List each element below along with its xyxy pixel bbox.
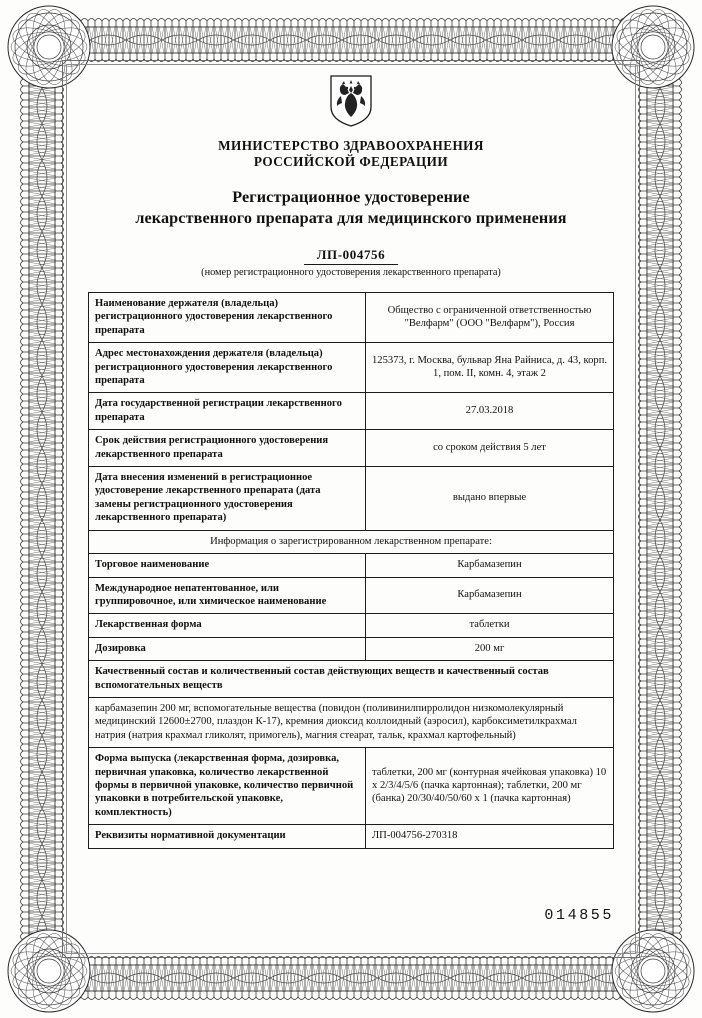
- document-body: [78, 66, 624, 952]
- border-top-ornament: [18, 16, 684, 64]
- table-section-row: [89, 530, 614, 553]
- registration-number: ЛП-004756: [304, 247, 398, 265]
- row-label: Форма выпуска (лекарственная форма, дозировка, первичная упаковка, количество лекарственной формы в первичной упаковке, количество первичной упаковки в потребительской упаковке, комплектность): [89, 748, 366, 825]
- row-value: Общество с ограниченной ответственностью "Велфарм" (ООО "Велфарм"), Россия: [366, 293, 614, 343]
- border-left-ornament: [18, 16, 66, 1002]
- ministry-line-2: РОССИЙСКОЙ ФЕДЕРАЦИИ: [253, 153, 449, 169]
- row-value: со сроком действия 5 лет: [366, 430, 614, 467]
- row-value: ЛП-004756-270318: [366, 825, 614, 848]
- table-row: [89, 825, 614, 848]
- table-row: [89, 554, 614, 577]
- row-label: Торговое наименование: [89, 554, 366, 577]
- row-label: Дозировка: [89, 637, 366, 660]
- table-row: [89, 293, 614, 343]
- table-row: [89, 343, 614, 393]
- title-line-2: лекарственного препарата для медицинского применения: [135, 209, 567, 227]
- page-title: [78, 187, 624, 229]
- table-row: [89, 614, 614, 637]
- row-label: Дата внесения изменений в регистрационное удостоверение лекарственного препарата (дата замены регистрационного удостоверения лекарственного препарата): [89, 467, 366, 531]
- row-value: Карбамазепин: [366, 554, 614, 577]
- row-label: Международное непатентованное, или группировочное, или химическое наименование: [89, 577, 366, 614]
- row-value: выдано впервые: [366, 467, 614, 531]
- row-label: Адрес местонахождения держателя (владельца) регистрационного удостоверения лекарственного препарата: [89, 343, 366, 393]
- row-label: Реквизиты нормативной документации: [89, 825, 366, 848]
- table-row: [89, 430, 614, 467]
- table-row: [89, 393, 614, 430]
- border-bottom-ornament: [18, 954, 684, 1002]
- row-value: таблетки, 200 мг (контурная ячейковая упаковка) 10 х 2/3/4/5/6 (пачка картонная); таблетки, 200 мг (банка) 20/30/40/50/60 х 1 (пачка картонная): [366, 748, 614, 825]
- composition-body: карбамазепин 200 мг, вспомогательные вещества (повидон (поливинилпирролидон низкомолекулярный медицинский 12600±2700, плаздон К-17), кремния диоксид коллоидный (аэросил), карбоксиметилкрахмал натрия (натрия крахмал гликолят, примогель), магния стеарат, тальк, крахмал картофельный): [89, 697, 614, 747]
- row-label: Лекарственная форма: [89, 614, 366, 637]
- certificate-table: [88, 292, 614, 849]
- composition-header-row: [89, 661, 614, 698]
- table-row: [89, 467, 614, 531]
- row-value: таблетки: [366, 614, 614, 637]
- registration-number-caption: (номер регистрационного удостоверения лекарственного препарата): [201, 267, 501, 278]
- table-row: [89, 748, 614, 825]
- row-value: 27.03.2018: [366, 393, 614, 430]
- row-value: Карбамазепин: [366, 577, 614, 614]
- ministry-line-1: МИНИСТЕРСТВО ЗДРАВООХРАНЕНИЯ: [218, 138, 484, 153]
- table-row: [89, 637, 614, 660]
- title-line-1: Регистрационное удостоверение: [232, 188, 470, 206]
- ministry-heading: [78, 138, 624, 169]
- row-value: 125373, г. Москва, бульвар Яна Райниса, д. 43, корп. 1, пом. II, комн. 4, этаж 2: [366, 343, 614, 393]
- serial-number: 014855: [544, 907, 614, 924]
- row-label: Срок действия регистрационного удостоверения лекарственного препарата: [89, 430, 366, 467]
- row-label: Наименование держателя (владельца) регистрационного удостоверения лекарственного препарата: [89, 293, 366, 343]
- row-value: 200 мг: [366, 637, 614, 660]
- table-row: [89, 577, 614, 614]
- composition-body-row: [89, 697, 614, 747]
- composition-header: Качественный состав и количественный состав действующих веществ и качественный состав вспомогательных веществ: [89, 661, 614, 698]
- russian-coat-of-arms-icon: [328, 74, 374, 128]
- section-header: Информация о зарегистрированном лекарственном препарате:: [89, 530, 614, 553]
- border-right-ornament: [636, 16, 684, 1002]
- row-label: Дата государственной регистрации лекарственного препарата: [89, 393, 366, 430]
